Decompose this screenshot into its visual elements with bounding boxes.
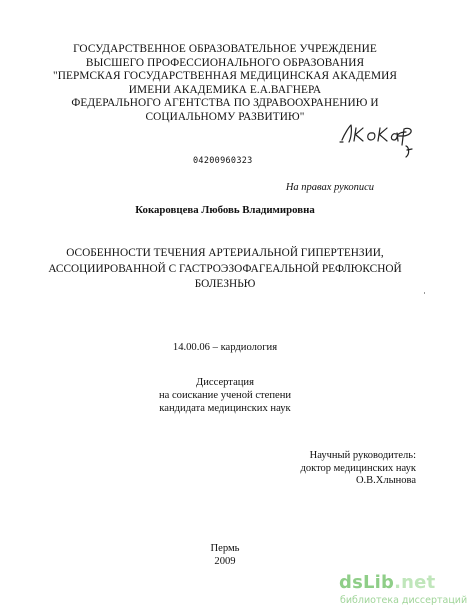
advisor-line: О.В.Хлынова bbox=[355, 475, 416, 487]
institution-line: ИМЕНИ АКАДЕМИКА Е.А.ВАГНЕРА bbox=[128, 83, 322, 96]
degree-line: Диссертация bbox=[196, 377, 254, 388]
institution-line: ВЫСШЕГО ПРОФЕССИОНАЛЬНОГО ОБРАЗОВАНИЯ bbox=[85, 56, 365, 69]
institution-header bbox=[0, 43, 450, 125]
institution-line: ГОСУДАРСТВЕННОЕ ОБРАЗОВАТЕЛЬНОЕ УЧРЕЖДЕНИЕ bbox=[73, 43, 377, 55]
logo-ext-text: .net bbox=[394, 572, 436, 593]
rights-note: На правах рукописи bbox=[285, 182, 374, 193]
title-line: АССОЦИИРОВАННОЙ С ГАСТРОЭЗОФАГЕАЛЬНОЙ РЕФЛЮКСНОЙ bbox=[48, 262, 402, 275]
title-line: БОЛЕЗНЬЮ bbox=[194, 278, 256, 290]
advisor-line: Научный руководитель: bbox=[309, 450, 416, 461]
specialty-code: 14.00.06 – кардиология bbox=[172, 342, 278, 353]
handwritten-signature bbox=[336, 119, 426, 163]
institution-line: СОЦИАЛЬНОМУ РАЗВИТИЮ" bbox=[145, 110, 305, 123]
watermark-subtitle: библиотека диссертаций bbox=[340, 595, 467, 606]
institution-line: "ПЕРМСКАЯ ГОСУДАРСТВЕННАЯ МЕДИЦИНСКАЯ АКАДЕМИЯ bbox=[52, 70, 398, 83]
scan-speck bbox=[424, 292, 425, 294]
registration-code: 04200960323 bbox=[193, 156, 253, 166]
institution-line: ФЕДЕРАЛЬНОГО АГЕНТСТВА ПО ЗДРАВООХРАНЕНИЮ И bbox=[71, 97, 379, 110]
dissertation-title bbox=[0, 246, 450, 293]
degree-line: кандидата медицинских наук bbox=[159, 402, 291, 414]
logo-main-text: dsLib bbox=[339, 572, 395, 593]
city-name: Пермь bbox=[210, 543, 240, 554]
author-name: Кокаровцева Любовь Владимировна bbox=[135, 204, 315, 216]
dslib-watermark-logo[interactable] bbox=[339, 572, 435, 593]
place-and-year bbox=[0, 543, 450, 568]
year: 2009 bbox=[214, 555, 236, 567]
degree-line: на соискание ученой степени bbox=[158, 389, 292, 401]
advisor-line: доктор медицинских наук bbox=[300, 462, 416, 474]
title-line: ОСОБЕННОСТИ ТЕЧЕНИЯ АРТЕРИАЛЬНОЙ ГИПЕРТЕНЗИИ, bbox=[66, 247, 384, 259]
scientific-advisor bbox=[301, 450, 416, 488]
degree-statement bbox=[0, 377, 450, 415]
